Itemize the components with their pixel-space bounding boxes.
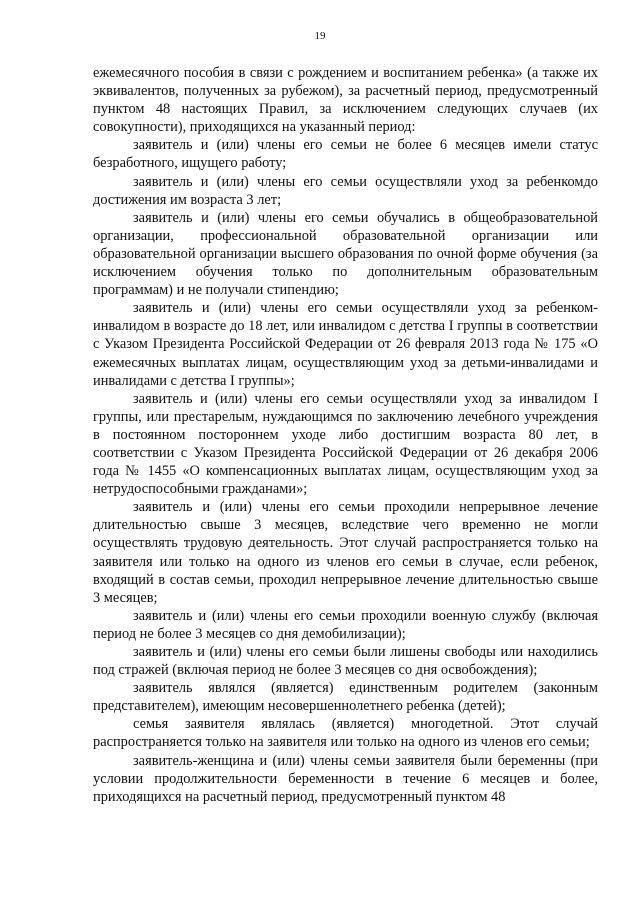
paragraph-7: заявитель и (или) члены его семьи проходили непрерывное лечение длительностью свыше 3 месяцев, вследствие чего временно не могли осуществлять трудовую деятельность. Этот случай распространяется только на заявителя или только на одного из членов его семьи в случае, если ребенок, входящий в состав семьи, проходил непрерывное лечение длительностью свыше 3 месяцев; [93,499,598,606]
paragraph-5: заявитель и (или) члены его семьи осуществляли уход за ребенком-инвалидом в возрасте до 18 лет, или инвалидом с детства I группы в соответствии с Указом Президента Российской Федерации от 26 февраля 2013 года № 175 «О ежемесячных выплатах лицам, осуществляющим уход за детьми-инвалидами и инвалидами с детства I группы»; [93,300,598,389]
paragraph-11: семья заявителя являлась (является) многодетной. Этот случай распространяется только на заявителя или только на одного из членов его семьи; [93,716,598,751]
page-number: 19 [314,30,326,42]
paragraph-12: заявитель-женщина и (или) члены семьи заявителя были беременны (при условии продолжительности беременности в течение 6 месяцев и более, приходящихся на расчетный период, предусмотренный пунктом 48 [93,752,598,805]
paragraph-4: заявитель и (или) члены его семьи обучались в общеобразовательной организации, профессиональной образовательной организации или образовательной организации высшего образования по очной форме обучения (за исключением обучения только по дополнительным образовательным программам) и не получали стипендию; [93,209,598,299]
paragraph-2: заявитель и (или) члены его семьи не более 6 месяцев имели статус безработного, ищущего работу; [93,137,598,172]
paragraph-6: заявитель и (или) члены его семьи осуществляли уход за инвалидом I группы, или престарелым, нуждающимся по заключению лечебного учреждения в постоянном постороннем уходе либо достигшим возраста 80 лет, в соответствии с Указом Президента Российской Федерации от 26 декабря 2006 года № 1455 «О компенсационных выплатах лицам, осуществляющим уход за нетрудоспособными гражданами»; [93,390,598,498]
document-body [93,64,598,806]
paragraph-1: ежемесячного пособия в связи с рождением и воспитанием ребенка» (а также их эквивалентов, полученных за рубежом), за расчетный период, предусмотренный пунктом 48 настоящих Правил, за исключением следующих случаев (их совокупности), приходящихся на указанный период: [93,65,598,136]
paragraph-8: заявитель и (или) члены его семьи проходили военную службу (включая период не более 3 месяцев со дня демобилизации); [93,607,598,642]
paragraph-10: заявитель являлся (является) единственным родителем (законным представителем), имеющим несовершеннолетнего ребенка (детей); [93,680,598,715]
paragraph-3: заявитель и (или) члены его семьи осуществляли уход за ребенкомдо достижения им возраста 3 лет; [93,173,598,208]
paragraph-9: заявитель и (или) члены его семьи были лишены свободы или находились под стражей (включая период не более 3 месяцев со дня освобождения); [93,644,598,679]
